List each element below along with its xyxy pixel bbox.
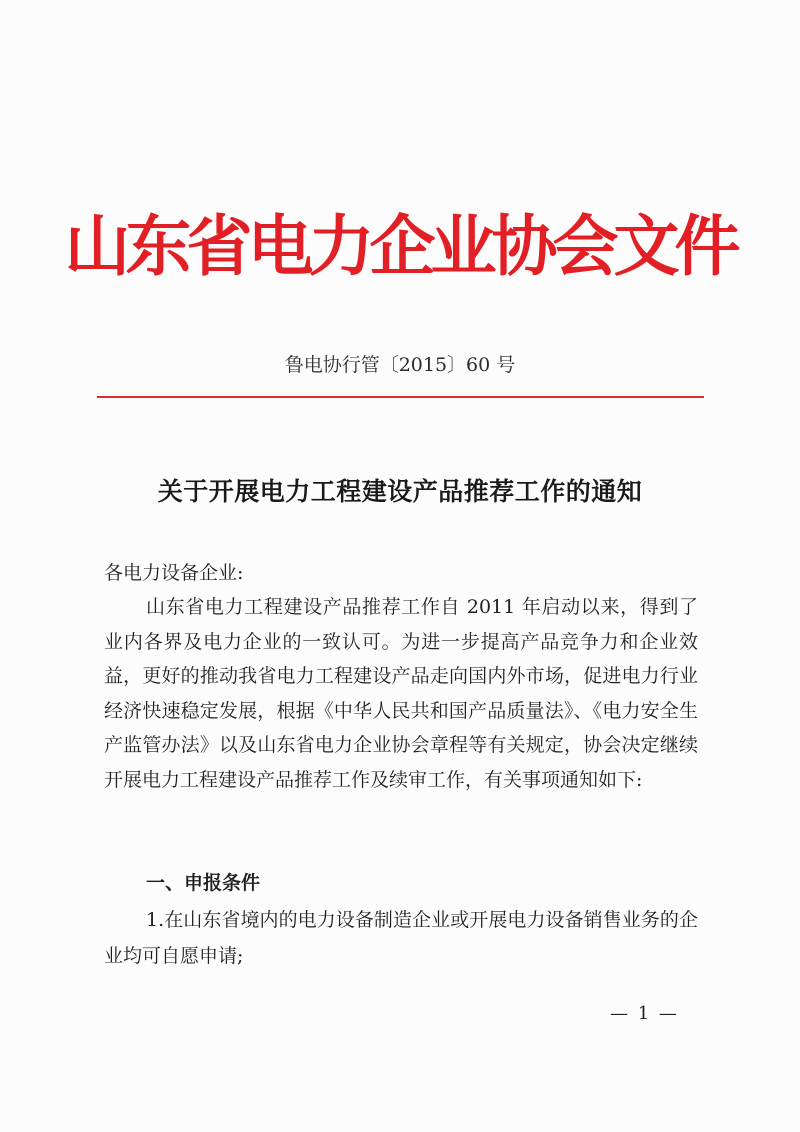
- page-number: — 1 —: [610, 1003, 679, 1024]
- body-paragraph: 山东省电力工程建设产品推荐工作自 2011 年启动以来，得到了业内各界及电力企业的一致认可。为进一步提高产品竞争力和企业效益，更好的推动我省电力工程建设产品走向国内外市场，促进电力行业经济快速稳定发展，根据《中华人民共和国产品质量法》、《电力安全生产监管办法》以及山东省电力企业协会章程等有关规定，协会决定继续开展电力工程建设产品推荐工作及续审工作，有关事项通知如下:: [104, 596, 698, 791]
- salutation: 各电力设备企业:: [104, 562, 244, 584]
- document-number: 鲁电协行管〔2015〕60 号: [284, 354, 516, 376]
- notice-subject: 关于开展电力工程建设产品推荐工作的通知: [157, 477, 643, 506]
- list-item: 1.在山东省境内的电力设备制造企业或开展电力设备销售业务的企业均可自愿申请;: [104, 909, 698, 967]
- header-red-rule: [97, 396, 704, 398]
- document-header-title: 山东省电力企业协会文件: [64, 207, 736, 285]
- section-heading: 一、申报条件: [146, 872, 261, 894]
